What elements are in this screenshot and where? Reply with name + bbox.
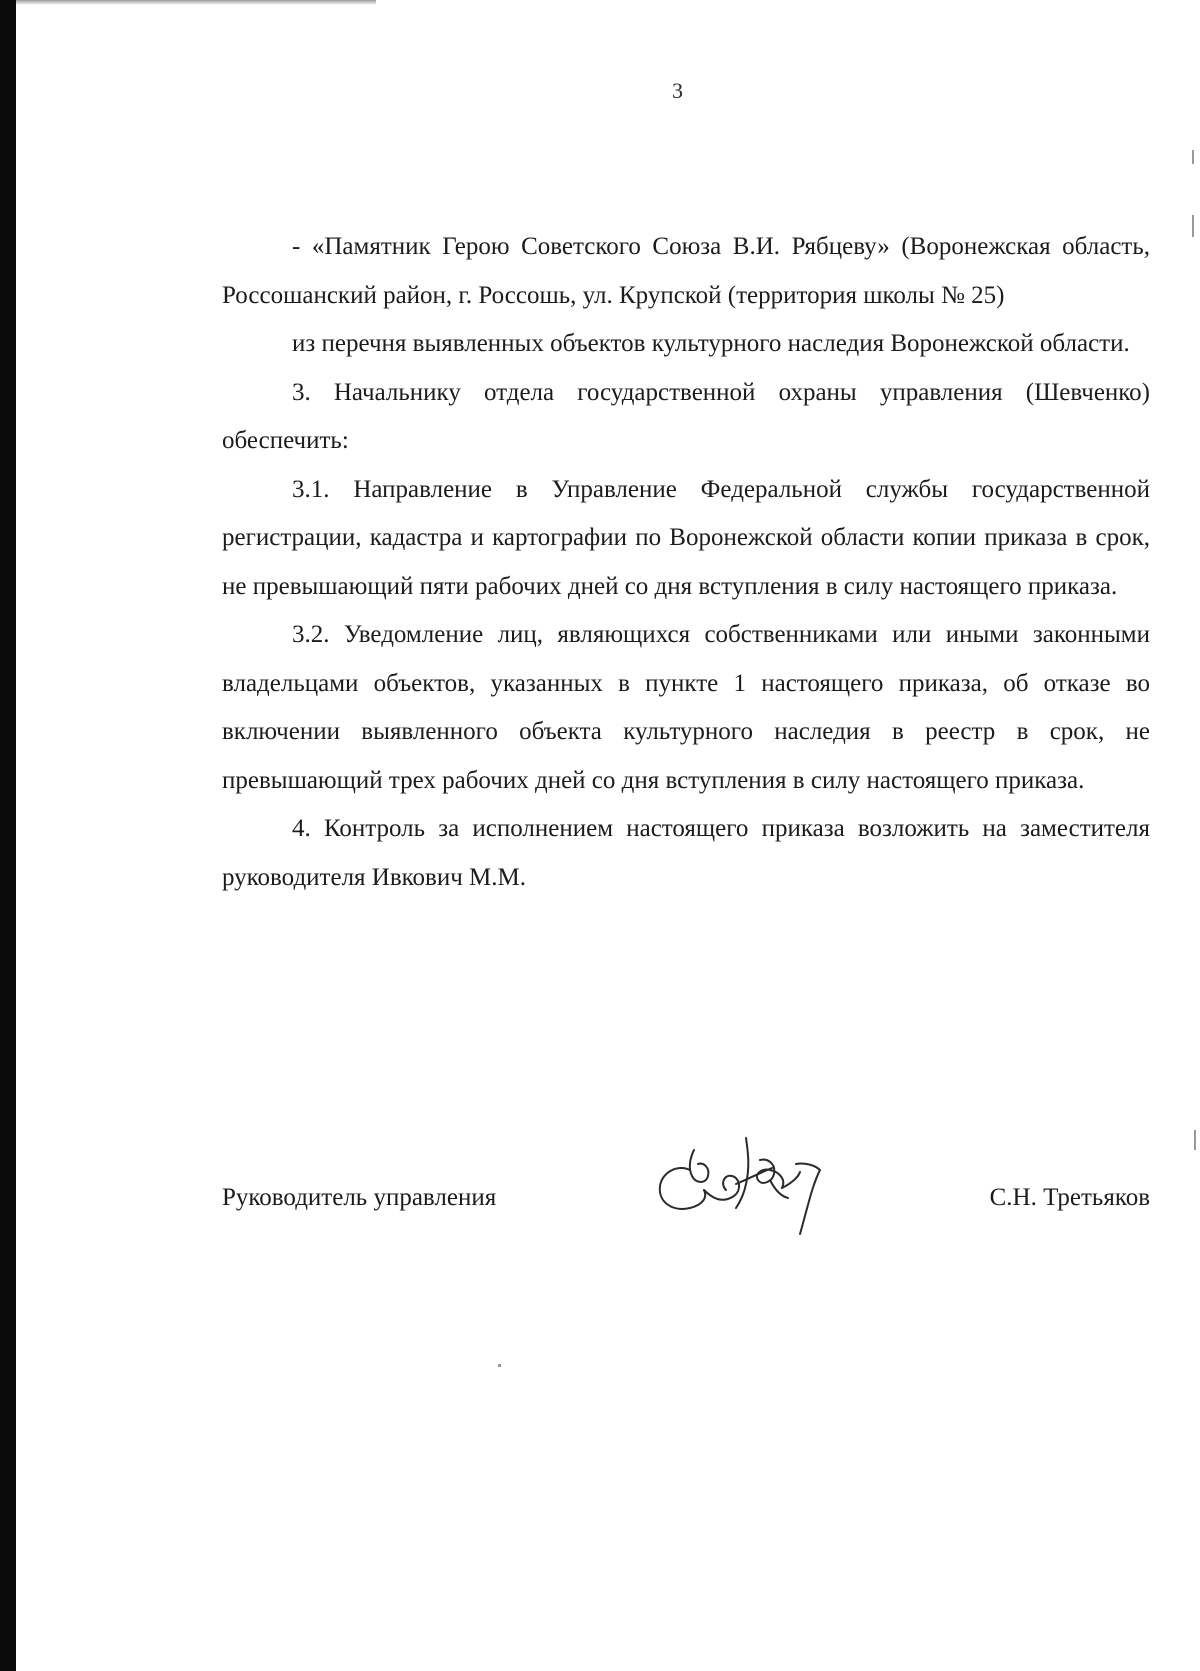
signatory-title: Руководитель управления [222, 1184, 497, 1211]
scan-speck [1194, 1130, 1196, 1150]
paragraph-monument: - «Памятник Герою Советского Союза В.И. Рябцеву» (Воронежская область, Россошанский район, г. Россошь, ул. Крупской (территория школы № 25) [222, 233, 1150, 309]
paragraph-item-3-1: 3.1. Направление в Управление Федеральной службы государственной регистрации, кадастра и картографии по Воронежской области копии приказа в срок, не превышающий пяти рабочих дней со дня вступления в силу настоящего приказа. [222, 475, 1150, 600]
scan-edge-top [16, 0, 376, 5]
paragraph-item-3: 3. Начальнику отдела государственной охраны управления (Шевченко) обеспечить: [222, 378, 1150, 454]
handwritten-signature [650, 1128, 840, 1248]
scan-speck [1192, 150, 1194, 164]
scan-speck [1192, 215, 1194, 237]
document-body [222, 223, 1150, 902]
signatory-name: С.Н. Третьяков [989, 1184, 1150, 1211]
scan-speck [498, 1364, 501, 1367]
paragraph-item-3-2: 3.2. Уведомление лиц, являющихся собственниками или иными законными владельцами объектов, указанных в пункте 1 настоящего приказа, об отказе во включении выявленного объекта культурного наследия в реестр в срок, не превышающий трех рабочих дней со дня вступления в силу настоящего приказа. [222, 621, 1150, 794]
scan-edge-left [0, 0, 16, 1671]
page-number: 3 [672, 78, 683, 103]
paragraph-item-4: 4. Контроль за исполнением настоящего приказа возложить на заместителя руководителя Ивкович М.М. [222, 815, 1150, 891]
paragraph-exclusion: из перечня выявленных объектов культурного наследия Воронежской области. [292, 330, 1130, 357]
